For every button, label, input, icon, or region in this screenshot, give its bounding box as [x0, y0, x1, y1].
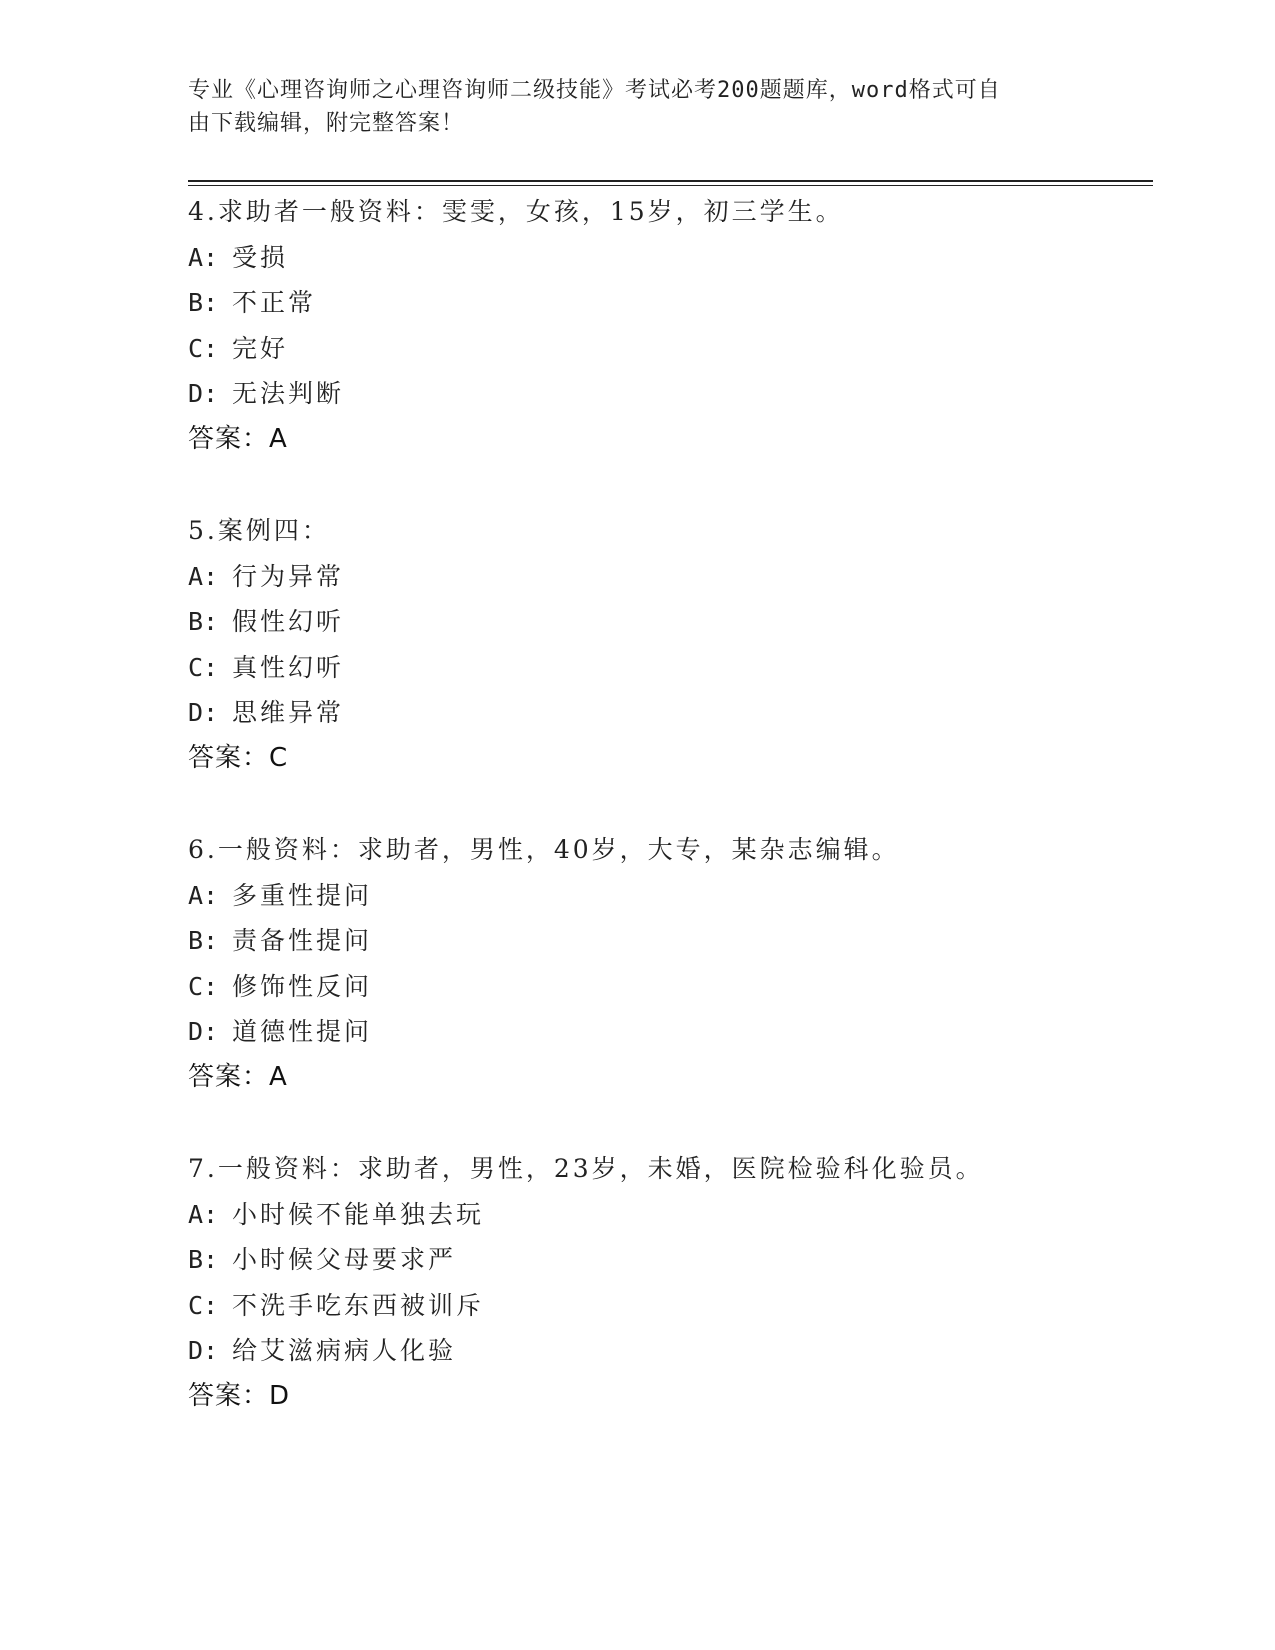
option-d — [188, 1328, 1153, 1374]
answer-line: 答案：A — [188, 423, 288, 454]
option-d — [188, 690, 1153, 736]
option-letter: C: — [188, 971, 219, 1001]
header-line-2: 由下载编辑，附完整答案！ — [188, 111, 465, 136]
option-c — [188, 645, 1153, 691]
option-b — [188, 280, 1153, 326]
option-d — [188, 371, 1153, 417]
question-item — [188, 508, 1153, 781]
option-letter: A: — [188, 242, 219, 272]
question-item — [188, 189, 1153, 462]
option-letter: B: — [188, 288, 219, 317]
option-c — [188, 1283, 1153, 1329]
option-text: 受损 — [232, 242, 289, 272]
option-letter: B: — [188, 607, 219, 636]
answer-line: 答案：C — [188, 742, 289, 773]
option-text: 思维异常 — [232, 698, 345, 727]
question-list — [188, 189, 1153, 1465]
question-item — [188, 827, 1153, 1100]
document-header — [188, 74, 1068, 140]
option-text: 假性幻听 — [232, 607, 345, 636]
header-divider-thick — [188, 180, 1153, 182]
option-text: 无法判断 — [232, 379, 345, 408]
option-text: 真性幻听 — [232, 652, 345, 682]
option-b — [188, 1237, 1153, 1283]
answer-line: 答案：A — [188, 1061, 288, 1092]
option-letter: A: — [188, 1199, 219, 1229]
option-a — [188, 235, 1153, 281]
option-text: 道德性提问 — [232, 1017, 373, 1046]
option-letter: A: — [188, 561, 219, 591]
option-letter: C: — [188, 652, 219, 682]
option-text: 小时候父母要求严 — [232, 1245, 457, 1274]
option-letter: D: — [188, 1336, 219, 1365]
option-text: 行为异常 — [232, 561, 345, 591]
header-line-1: 专业《心理咨询师之心理咨询师二级技能》考试必考200题题库，word格式可自 — [188, 78, 1001, 103]
option-text: 不正常 — [232, 288, 317, 317]
option-letter: C: — [188, 333, 219, 363]
question-stem: 4.求助者一般资料：雯雯，女孩，15岁，初三学生。 — [188, 197, 844, 226]
option-a — [188, 554, 1153, 600]
option-letter: C: — [188, 1290, 219, 1320]
option-b — [188, 918, 1153, 964]
option-a — [188, 873, 1153, 919]
question-stem: 5.案例四： — [188, 516, 330, 545]
option-text: 责备性提问 — [232, 926, 373, 955]
option-c — [188, 964, 1153, 1010]
option-letter: A: — [188, 880, 219, 910]
option-letter: D: — [188, 1017, 219, 1046]
option-letter: D: — [188, 379, 219, 408]
option-text: 修饰性反问 — [232, 971, 373, 1001]
question-stem: 6.一般资料：求助者，男性，40岁，大专，某杂志编辑。 — [188, 835, 900, 864]
option-text: 多重性提问 — [232, 880, 373, 910]
option-letter: B: — [188, 1245, 219, 1274]
option-b — [188, 599, 1153, 645]
option-text: 不洗手吃东西被训斥 — [232, 1290, 485, 1320]
option-d — [188, 1009, 1153, 1055]
option-a — [188, 1192, 1153, 1238]
option-letter: B: — [188, 926, 219, 955]
option-text: 小时候不能单独去玩 — [232, 1199, 485, 1229]
question-stem: 7.一般资料：求助者，男性，23岁，未婚，医院检验科化验员。 — [188, 1154, 984, 1183]
question-item — [188, 1146, 1153, 1419]
option-letter: D: — [188, 698, 219, 727]
option-text: 给艾滋病病人化验 — [232, 1336, 457, 1365]
option-c — [188, 326, 1153, 372]
option-text: 完好 — [232, 333, 289, 363]
answer-line: 答案：D — [188, 1380, 291, 1411]
header-divider-thin — [188, 185, 1153, 186]
